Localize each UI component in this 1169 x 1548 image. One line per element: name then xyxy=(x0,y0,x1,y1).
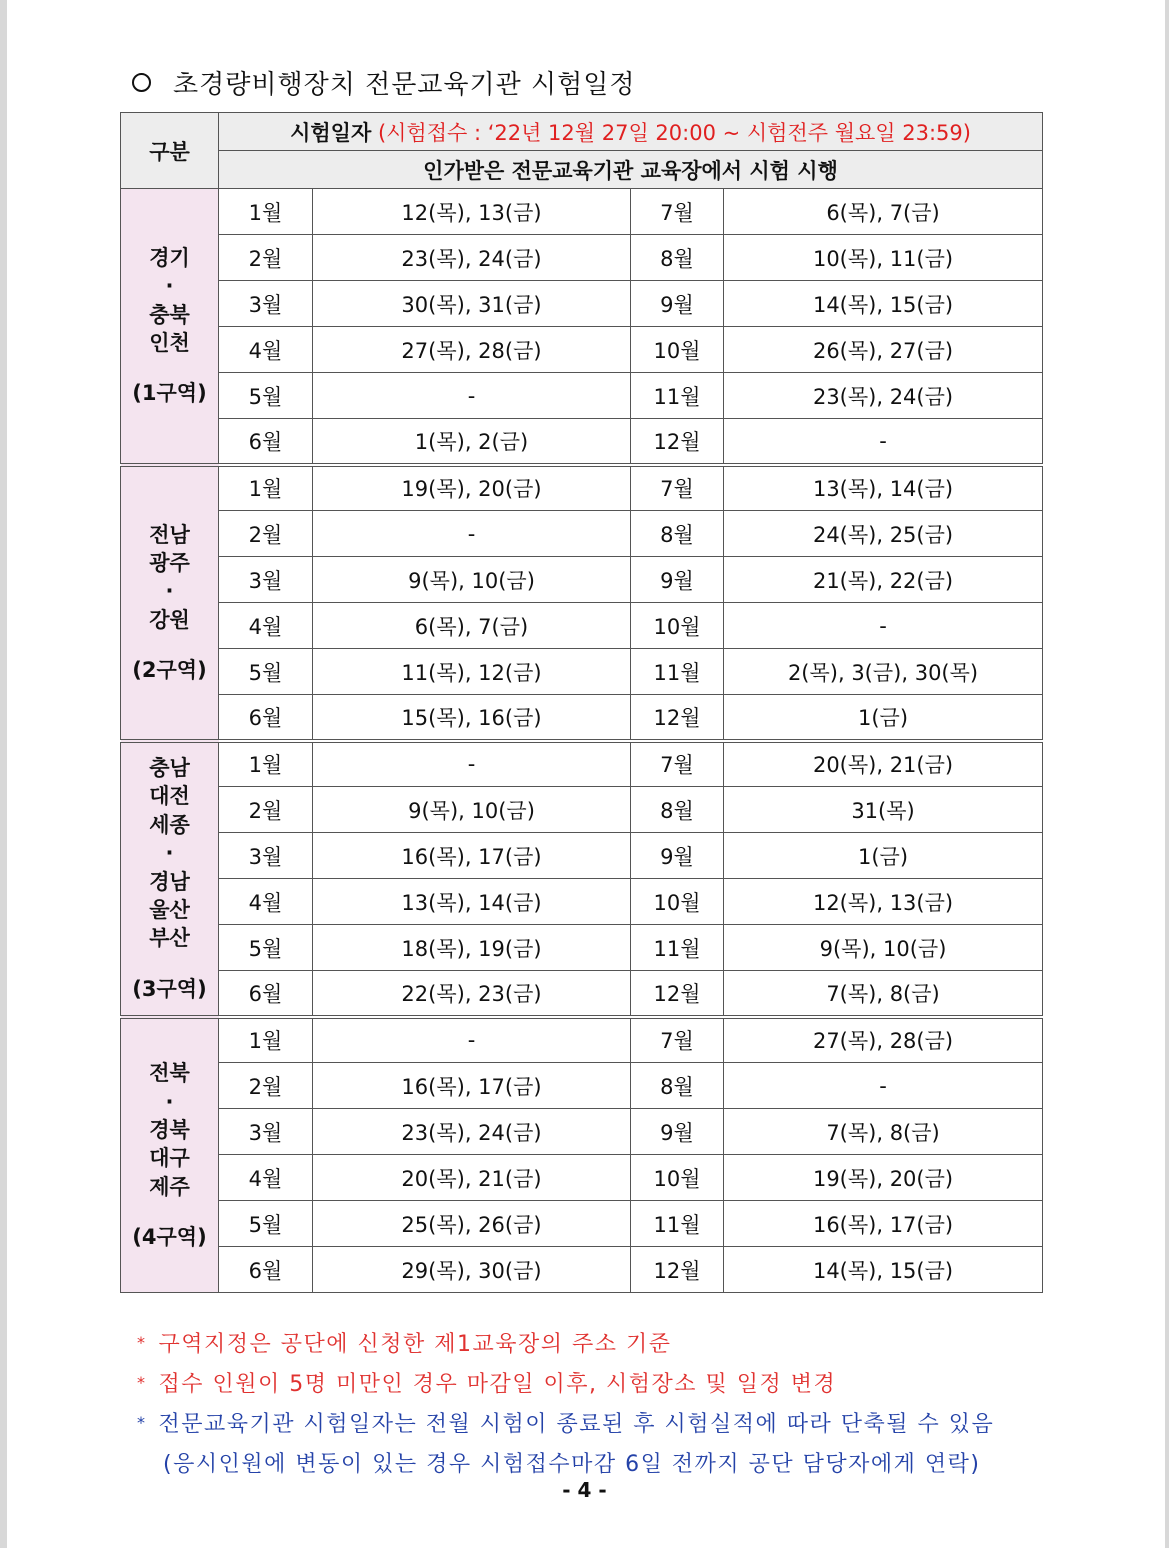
table-row xyxy=(121,925,1043,971)
month-cell: 9월 xyxy=(631,281,724,327)
dates-cell: 16(목), 17(금) xyxy=(313,1063,631,1109)
section-title-text: 초경량비행장치 전문교육기관 시험일정 xyxy=(173,69,636,100)
month-cell: 9월 xyxy=(631,557,724,603)
dates-cell: - xyxy=(724,419,1043,465)
month-cell: 10월 xyxy=(631,327,724,373)
month-cell: 12월 xyxy=(631,695,724,741)
page-edge-left xyxy=(0,0,7,1548)
header-gubun: 구분 xyxy=(121,113,219,189)
region-name: 세종 xyxy=(149,812,190,837)
dates-cell: 23(목), 24(금) xyxy=(313,235,631,281)
page-edge-right xyxy=(1165,0,1169,1548)
table-header-row xyxy=(121,113,1043,151)
dates-cell: - xyxy=(313,373,631,419)
table-row xyxy=(121,695,1043,741)
month-cell: 12월 xyxy=(631,1247,724,1293)
region-cell xyxy=(121,189,219,465)
month-cell: 5월 xyxy=(219,1201,313,1247)
month-cell: 3월 xyxy=(219,1109,313,1155)
dates-cell: 21(목), 22(금) xyxy=(724,557,1043,603)
asterisk-icon: * xyxy=(137,1412,147,1432)
month-cell: 11월 xyxy=(631,925,724,971)
month-cell: 5월 xyxy=(219,925,313,971)
month-cell: 11월 xyxy=(631,1201,724,1247)
dates-cell: 13(목), 14(금) xyxy=(313,879,631,925)
note-continuation: (응시인원에 변동이 있는 경우 시험접수마감 6일 전까지 공단 담당자에게 연락) xyxy=(163,1451,981,1477)
month-cell: 4월 xyxy=(219,327,313,373)
month-cell: 9월 xyxy=(631,1109,724,1155)
dates-cell: 19(목), 20(금) xyxy=(313,465,631,511)
month-cell: 7월 xyxy=(631,465,724,511)
registration-note: (시험접수 : ‘22년 12월 27일 20:00 ~ 시험전주 월요일 23:59) xyxy=(377,120,971,145)
dates-cell: 7(목), 8(금) xyxy=(724,971,1043,1017)
dates-cell: 20(목), 21(금) xyxy=(313,1155,631,1201)
asterisk-icon: * xyxy=(137,1332,147,1352)
table-row xyxy=(121,465,1043,511)
note-text: 접수 인원이 5명 미만인 경우 마감일 이후, 시험장소 및 일정 변경 xyxy=(158,1371,837,1397)
month-cell: 6월 xyxy=(219,971,313,1017)
table-row xyxy=(121,787,1043,833)
table-row xyxy=(121,741,1043,787)
dates-cell: 12(목), 13(금) xyxy=(313,189,631,235)
dates-cell: 10(목), 11(금) xyxy=(724,235,1043,281)
dates-cell: 9(목), 10(금) xyxy=(313,557,631,603)
dates-cell: - xyxy=(313,511,631,557)
month-cell: 11월 xyxy=(631,373,724,419)
dates-cell: 27(목), 28(금) xyxy=(724,1017,1043,1063)
region-name: 광주 xyxy=(149,550,190,575)
month-cell: 5월 xyxy=(219,649,313,695)
table-row xyxy=(121,373,1043,419)
table-row xyxy=(121,557,1043,603)
table-row xyxy=(121,603,1043,649)
table-row xyxy=(121,327,1043,373)
month-cell: 10월 xyxy=(631,603,724,649)
region-code: (2구역) xyxy=(132,658,207,683)
region-code: (1구역) xyxy=(132,381,207,406)
month-cell: 8월 xyxy=(631,1063,724,1109)
dates-cell: 6(목), 7(금) xyxy=(313,603,631,649)
dates-cell: 20(목), 21(금) xyxy=(724,741,1043,787)
table-row xyxy=(121,235,1043,281)
dates-cell: - xyxy=(313,741,631,787)
header-exam-date xyxy=(219,113,1043,151)
table-subheader-row xyxy=(121,151,1043,189)
region-name: 울산 xyxy=(149,897,190,922)
dates-cell: 7(목), 8(금) xyxy=(724,1109,1043,1155)
dates-cell: 1(금) xyxy=(724,833,1043,879)
month-cell: 3월 xyxy=(219,557,313,603)
dates-cell: 15(목), 16(금) xyxy=(313,695,631,741)
dates-cell: 25(목), 26(금) xyxy=(313,1201,631,1247)
note-item xyxy=(137,1402,994,1442)
dates-cell: 24(목), 25(금) xyxy=(724,511,1043,557)
region-name: 대구 xyxy=(149,1146,190,1171)
month-cell: 8월 xyxy=(631,235,724,281)
month-cell: 11월 xyxy=(631,649,724,695)
dates-cell: - xyxy=(313,1017,631,1063)
dates-cell: 11(목), 12(금) xyxy=(313,649,631,695)
dates-cell: 2(목), 3(금), 30(목) xyxy=(724,649,1043,695)
dates-cell: 23(목), 24(금) xyxy=(313,1109,631,1155)
table-row xyxy=(121,1201,1043,1247)
header-subtitle: 인가받은 전문교육기관 교육장에서 시험 시행 xyxy=(219,151,1043,189)
month-cell: 6월 xyxy=(219,695,313,741)
section-title xyxy=(128,62,636,102)
table-row xyxy=(121,1109,1043,1155)
dates-cell: 12(목), 13(금) xyxy=(724,879,1043,925)
dates-cell: 9(목), 10(금) xyxy=(313,787,631,833)
dates-cell: 14(목), 15(금) xyxy=(724,281,1043,327)
note-text: 전문교육기관 시험일자는 전월 시험이 종료된 후 시험실적에 따라 단축될 수 있음 xyxy=(158,1411,995,1437)
month-cell: 10월 xyxy=(631,879,724,925)
dates-cell: 13(목), 14(금) xyxy=(724,465,1043,511)
dates-cell: 22(목), 23(금) xyxy=(313,971,631,1017)
dates-cell: 30(목), 31(금) xyxy=(313,281,631,327)
month-cell: 2월 xyxy=(219,787,313,833)
exam-date-label: 시험일자 xyxy=(290,120,372,145)
month-cell: 2월 xyxy=(219,235,313,281)
month-cell: 4월 xyxy=(219,879,313,925)
dates-cell: 9(목), 10(금) xyxy=(724,925,1043,971)
table-row xyxy=(121,1155,1043,1201)
table-row xyxy=(121,1247,1043,1293)
region-cell xyxy=(121,1017,219,1293)
table-row xyxy=(121,511,1043,557)
month-cell: 6월 xyxy=(219,1247,313,1293)
month-cell: 7월 xyxy=(631,1017,724,1063)
region-name: 충남 xyxy=(149,756,190,781)
month-cell: 8월 xyxy=(631,787,724,833)
month-cell: 1월 xyxy=(219,1017,313,1063)
table-row xyxy=(121,281,1043,327)
region-name: 충북 xyxy=(149,302,190,327)
table-row xyxy=(121,833,1043,879)
month-cell: 2월 xyxy=(219,1063,313,1109)
region-name: 제주 xyxy=(149,1174,190,1199)
month-cell: 7월 xyxy=(631,189,724,235)
exam-schedule-table xyxy=(120,112,1043,1293)
table-row xyxy=(121,419,1043,465)
month-cell: 12월 xyxy=(631,971,724,1017)
note-item xyxy=(137,1362,994,1402)
region-name: · xyxy=(165,841,174,866)
month-cell: 1월 xyxy=(219,465,313,511)
table-row xyxy=(121,649,1043,695)
circle-bullet-icon xyxy=(132,73,151,92)
dates-cell: 27(목), 28(금) xyxy=(313,327,631,373)
region-name: · xyxy=(165,274,174,299)
month-cell: 3월 xyxy=(219,833,313,879)
region-name: 대전 xyxy=(149,784,190,809)
month-cell: 3월 xyxy=(219,281,313,327)
note-text: 구역지정은 공단에 신청한 제1교육장의 주소 기준 xyxy=(158,1331,672,1357)
page-number: - 4 - xyxy=(562,1478,607,1502)
dates-cell: 19(목), 20(금) xyxy=(724,1155,1043,1201)
dates-cell: 16(목), 17(금) xyxy=(724,1201,1043,1247)
region-name: 강원 xyxy=(149,607,190,632)
dates-cell: 1(금) xyxy=(724,695,1043,741)
dates-cell: 6(목), 7(금) xyxy=(724,189,1043,235)
region-name: 전북 xyxy=(149,1061,190,1086)
month-cell: 10월 xyxy=(631,1155,724,1201)
month-cell: 9월 xyxy=(631,833,724,879)
dates-cell: 18(목), 19(금) xyxy=(313,925,631,971)
region-cell xyxy=(121,465,219,741)
dates-cell: 14(목), 15(금) xyxy=(724,1247,1043,1293)
dates-cell: 31(목) xyxy=(724,787,1043,833)
month-cell: 4월 xyxy=(219,603,313,649)
table-row xyxy=(121,879,1043,925)
notes-section xyxy=(137,1322,994,1482)
month-cell: 4월 xyxy=(219,1155,313,1201)
month-cell: 1월 xyxy=(219,189,313,235)
region-name: 전남 xyxy=(149,522,190,547)
region-name: 부산 xyxy=(149,926,190,951)
region-cell xyxy=(121,741,219,1017)
dates-cell: 16(목), 17(금) xyxy=(313,833,631,879)
region-name: · xyxy=(165,1089,174,1114)
region-name: 경북 xyxy=(149,1117,190,1142)
asterisk-icon: * xyxy=(137,1372,147,1392)
table-row xyxy=(121,1017,1043,1063)
dates-cell: - xyxy=(724,603,1043,649)
region-name: 인천 xyxy=(149,330,190,355)
month-cell: 8월 xyxy=(631,511,724,557)
dates-cell: - xyxy=(724,1063,1043,1109)
region-name: · xyxy=(165,579,174,604)
month-cell: 6월 xyxy=(219,419,313,465)
month-cell: 5월 xyxy=(219,373,313,419)
month-cell: 12월 xyxy=(631,419,724,465)
region-name: 경기 xyxy=(149,245,190,270)
month-cell: 7월 xyxy=(631,741,724,787)
dates-cell: 26(목), 27(금) xyxy=(724,327,1043,373)
region-name: 경남 xyxy=(149,869,190,894)
dates-cell: 29(목), 30(금) xyxy=(313,1247,631,1293)
note-item xyxy=(137,1322,994,1362)
region-code: (4구역) xyxy=(132,1224,207,1249)
month-cell: 1월 xyxy=(219,741,313,787)
dates-cell: 1(목), 2(금) xyxy=(313,419,631,465)
table-row xyxy=(121,189,1043,235)
table-row xyxy=(121,971,1043,1017)
dates-cell: 23(목), 24(금) xyxy=(724,373,1043,419)
region-code: (3구역) xyxy=(132,976,207,1001)
table-row xyxy=(121,1063,1043,1109)
month-cell: 2월 xyxy=(219,511,313,557)
